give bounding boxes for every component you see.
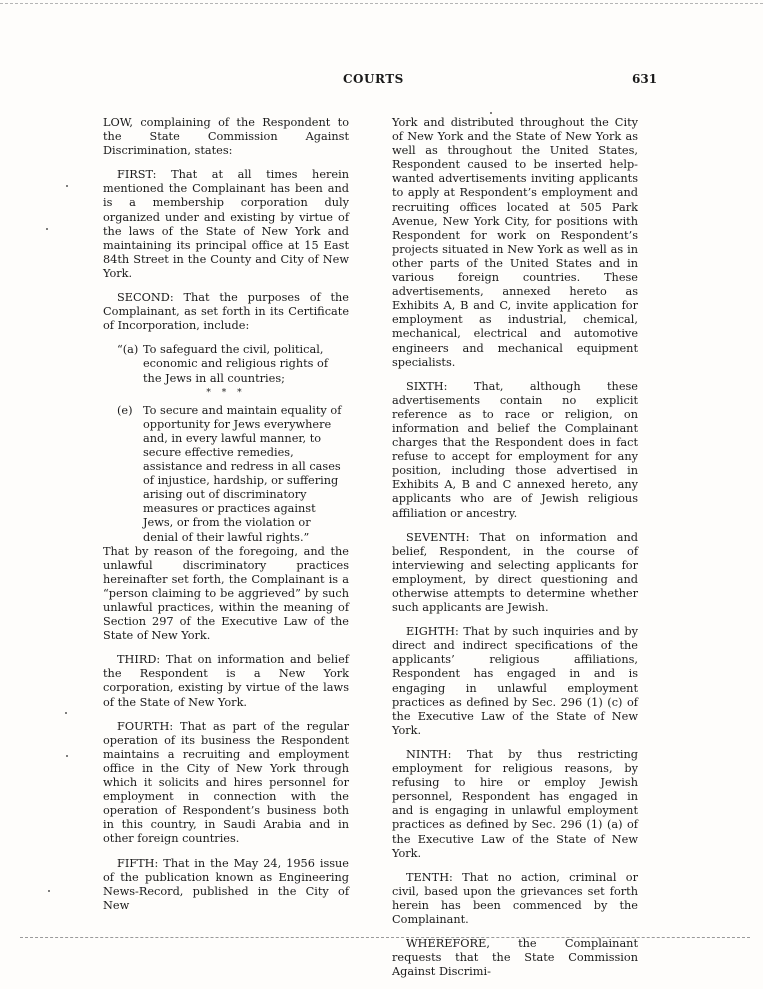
paragraph-sixth: SIXTH: That, although these advertisements contain no explicit reference as to race or religion, on information and belief the Complainant charges that the Respondent does in fact refuse to accept for employment for any position, including those advertised in Exhibits A, B and C annexed hereto, any applicants who are of Jewish religious affiliation or ancestry.	[392, 379, 638, 520]
paragraph-fifth: FIFTH: That in the May 24, 1956 issue of the publication known as Engineering News-Record, published in the City of New	[103, 856, 349, 912]
paragraph-wherefore: WHEREFORE, the Complainant requests that the State Commission Against Discrimi-	[392, 937, 638, 979]
scan-speck	[66, 185, 68, 187]
quote-item-e-mark: (e)	[117, 403, 133, 417]
scan-speck	[46, 228, 48, 230]
quote-item-a-text: To safeguard the civil, political, economic and religious rights of the Jews in all countries;	[143, 343, 329, 385]
intro-paragraph: LOW, complaining of the Respondent to the State Commission Against Discrimination, states:	[103, 116, 349, 158]
paragraph-fifth-continued: York and distributed throughout the City of New York and the State of New York as well as throughout the United States, Respondent caused to be inserted help-wanted advertisements inviting applicants to apply at Respondent’s employment and recruiting offices located at 505 Park Avenue, New York City, for positions with Respondent for work on Respondent’s projects situated in New York as well as in other parts of the United States and in various foreign countries. These advertisements, annexed hereto as Exhibits A, B and C, invite application for employment as industrial, chemical, mechanical, electrical and automotive engineers and mechanical equipment specialists.	[392, 116, 638, 369]
paragraph-seventh: SEVENTH: That on information and belief, Respondent, in the course of interviewing and selecting applicants for employment, by direct questioning and otherwise attempts to determine whether such applicants are Jewish.	[392, 530, 638, 615]
quote-item-e	[117, 404, 343, 545]
scan-speck	[48, 890, 50, 892]
page-number: 631	[632, 72, 658, 86]
paragraph-second: SECOND: That the purposes of the Complainant, as set forth in its Certificate of Incorporation, include:	[103, 291, 349, 333]
paragraph-first: FIRST: That at all times herein mentioned the Complainant has been and is a membership corporation duly organized under and existing by virtue of the laws of the State of New York and maintaining its principal office at 15 East 84th Street in the County and City of New York.	[103, 168, 349, 280]
right-column	[392, 116, 638, 989]
paragraph-third: THIRD: That on information and belief the Respondent is a New York corporation, existing by virtue of the laws of the State of New York.	[103, 653, 349, 709]
top-scan-border	[0, 3, 763, 4]
paragraph-fourth: FOURTH: That as part of the regular operation of its business the Respondent maintains a recruiting and employment office in the City of New York through which it solicits and hires personnel for employment in connection with the operation of Respondent’s business both in this country, in Saudi Arabia and in other foreign countries.	[103, 719, 349, 846]
left-column	[103, 116, 349, 923]
paragraph-ninth: NINTH: That by thus restricting employment for religious reasons, by refusing to hire or employ Jewish personnel, Respondent has engaged in and is engaging in unlawful employment practices as defined by Sec. 296 (1) (a) of the Executive Law of the State of New York.	[392, 747, 638, 860]
quote-item-e-text: To secure and maintain equality of opportunity for Jews everywhere and, in every lawful manner, to secure effective remedies, assistance and redress in all cases of injustice, hardship, or suffering arising out of discriminatory measures or practices against Jews, or from the violation or denial of their lawful rights.”	[143, 403, 342, 544]
scan-speck	[490, 112, 492, 114]
paragraph-aggrieved: That by reason of the foregoing, and the unlawful discriminatory practices hereinafter set forth, the Complainant is a “person claiming to be aggrieved” by such unlawful practices, within the meaning of Section 297 of the Executive Law of the State of New York.	[103, 544, 349, 643]
quote-item-a-mark: “(a)	[117, 343, 139, 357]
running-title: COURTS	[343, 72, 404, 86]
quote-item-a	[117, 343, 343, 385]
scan-speck	[66, 755, 68, 757]
ellipsis-asterisks: * * *	[206, 387, 246, 398]
bottom-scan-border	[20, 937, 750, 938]
page-header	[0, 72, 763, 90]
paragraph-eighth: EIGHTH: That by such inquiries and by direct and indirect specifications of the applicants’ religious affiliations, Respondent has engaged in and is engaging in unlawful employment practices as defined by Sec. 296 (1) (c) of the Executive Law of the State of New York.	[392, 625, 638, 737]
scan-speck	[65, 712, 67, 714]
paragraph-tenth: TENTH: That no action, criminal or civil, based upon the grievances set forth herein has been commenced by the Complainant.	[392, 870, 638, 926]
